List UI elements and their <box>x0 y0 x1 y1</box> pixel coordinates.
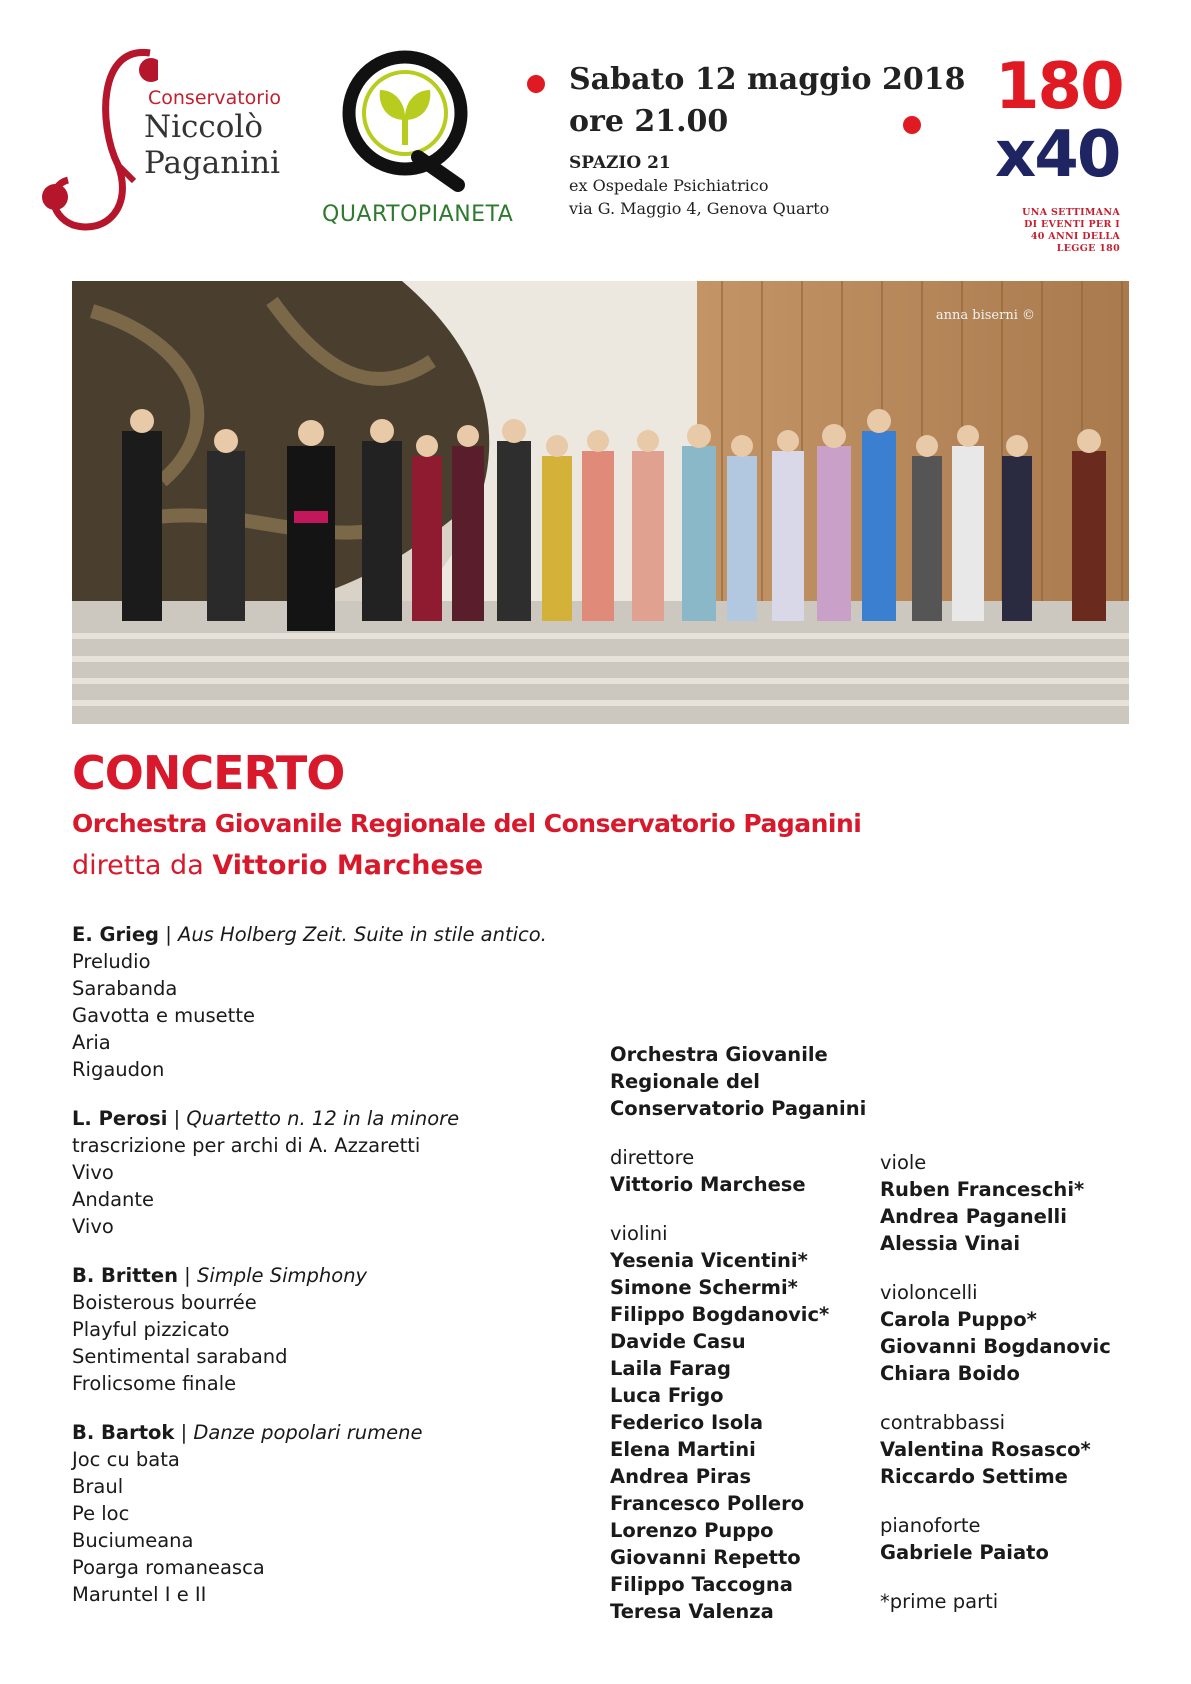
event-venue: SPAZIO 21 <box>569 153 671 173</box>
piece-composer: B. Britten <box>72 1264 178 1287</box>
event-venue-detail: ex Ospedale Psichiatrico <box>569 176 769 195</box>
orchestra-photo-illustration <box>72 281 1129 724</box>
musician-name: Gabriele Paiato <box>880 1541 1049 1564</box>
piece-heading: B. Bartok | Danze popolari rumene <box>72 1421 423 1444</box>
movement: Rigaudon <box>72 1058 165 1081</box>
musician-name: Giovanni Repetto <box>610 1546 801 1569</box>
concert-photo <box>72 281 1129 724</box>
piece-heading: E. Grieg | Aus Holberg Zeit. Suite in stile antico. <box>72 923 547 946</box>
musician-name: Giovanni Bogdanovic <box>880 1335 1111 1358</box>
musician-name: Andrea Paganelli <box>880 1205 1067 1228</box>
musician-name: Yesenia Vicentini* <box>610 1249 808 1272</box>
piece-composer: B. Bartok <box>72 1421 175 1444</box>
movement: Braul <box>72 1475 124 1498</box>
movement: Sarabanda <box>72 977 178 1000</box>
movement: Vivo <box>72 1161 114 1184</box>
piece-composer: E. Grieg <box>72 923 160 946</box>
conductor-name: Vittorio Marchese <box>212 850 484 881</box>
movement: Joc cu bata <box>72 1448 180 1471</box>
section-label-basses: contrabbassi <box>880 1411 1006 1434</box>
program-piece <box>72 921 592 1083</box>
program-piece <box>72 1419 592 1608</box>
ensemble-name: Conservatorio Paganini <box>610 1097 867 1120</box>
conductor-line <box>72 850 483 881</box>
page-title: CONCERTO <box>72 746 345 800</box>
conservatorio-logo <box>38 45 288 245</box>
movement: Aria <box>72 1031 111 1054</box>
musician-name: Filippo Bogdanovic* <box>610 1303 830 1326</box>
quartopianeta-label: QUARTOPIANETA <box>322 202 514 227</box>
piece-subtitle: trascrizione per archi di A. Azzaretti <box>72 1134 421 1157</box>
piece-heading: B. Britten | Simple Simphony <box>72 1264 368 1287</box>
legge180-logo-x40: x40 <box>995 118 1120 192</box>
legge180-tagline: UNA SETTIMANA DI EVENTI PER I 40 ANNI DELLA LEGGE 180 <box>1022 207 1120 254</box>
musician-name: Carola Puppo* <box>880 1308 1037 1331</box>
program-piece <box>72 1105 592 1240</box>
treble-clef-icon <box>38 45 158 245</box>
movement: Preludio <box>72 950 151 973</box>
piece-heading: L. Perosi | Quartetto n. 12 in la minore <box>72 1107 460 1130</box>
photo-credit: anna biserni © <box>935 308 1035 323</box>
musician-name: Laila Farag <box>610 1357 731 1380</box>
conductor-prefix: diretta da <box>72 850 204 881</box>
piece-work: Danze popolari rumene <box>193 1421 423 1444</box>
conservatorio-logo-line3: Paganini <box>144 145 281 181</box>
bullet-dot-icon <box>903 116 921 134</box>
ensemble-column-left <box>610 1041 870 1625</box>
movement: Andante <box>72 1188 155 1211</box>
musician-name: Filippo Taccogna <box>610 1573 793 1596</box>
event-date: Sabato 12 maggio 2018 <box>569 62 966 97</box>
piece-work: Aus Holberg Zeit. Suite in stile antico. <box>177 923 547 946</box>
movement: Maruntel I e II <box>72 1583 207 1606</box>
footnote: *prime parti <box>880 1590 999 1613</box>
musician-name: Francesco Pollero <box>610 1492 805 1515</box>
program-piece <box>72 1262 592 1397</box>
ensemble-column-right <box>880 1149 1130 1615</box>
musician-name: Simone Schermi* <box>610 1276 798 1299</box>
conservatorio-logo-line1: Conservatorio <box>148 87 282 109</box>
musician-name: Andrea Piras <box>610 1465 752 1488</box>
bullet-dot-icon <box>527 75 545 93</box>
movement: Poarga romaneasca <box>72 1556 265 1579</box>
piece-composer: L. Perosi <box>72 1107 168 1130</box>
musician-name: Riccardo Settime <box>880 1465 1068 1488</box>
event-address: via G. Maggio 4, Genova Quarto <box>569 199 830 218</box>
musician-name: Federico Isola <box>610 1411 764 1434</box>
program <box>72 921 592 1608</box>
movement: Gavotta e musette <box>72 1004 255 1027</box>
movement: Buciumeana <box>72 1529 194 1552</box>
ensemble-name: Regionale del <box>610 1070 760 1093</box>
section-label-violas: viole <box>880 1151 927 1174</box>
conservatorio-logo-line2: Niccolò <box>144 109 264 145</box>
musician-name: Chiara Boido <box>880 1362 1020 1385</box>
section-label-violins: violini <box>610 1222 668 1245</box>
musician-name: Valentina Rosasco* <box>880 1438 1091 1461</box>
ensemble-name: Orchestra Giovanile <box>610 1043 828 1066</box>
piece-work: Quartetto n. 12 in la minore <box>186 1107 460 1130</box>
section-label-conductor: direttore <box>610 1146 695 1169</box>
movement: Sentimental saraband <box>72 1345 288 1368</box>
section-label-piano: pianoforte <box>880 1514 981 1537</box>
movement: Pe loc <box>72 1502 130 1525</box>
sprout-q-icon <box>340 45 480 195</box>
legge180-logo-180: 180 <box>995 50 1123 124</box>
legge180-logo <box>990 50 1130 255</box>
musician-name: Teresa Valenza <box>610 1600 774 1623</box>
musician-name: Elena Martini <box>610 1438 756 1461</box>
musician-name: Davide Casu <box>610 1330 746 1353</box>
section-label-cellos: violoncelli <box>880 1281 978 1304</box>
musician-name: Alessia Vinai <box>880 1232 1021 1255</box>
piece-work: Simple Simphony <box>196 1264 368 1287</box>
musician-name: Lorenzo Puppo <box>610 1519 774 1542</box>
musician-name: Ruben Franceschi* <box>880 1178 1085 1201</box>
movement: Frolicsome finale <box>72 1372 237 1395</box>
event-time: ore 21.00 <box>569 104 729 139</box>
movement: Playful pizzicato <box>72 1318 230 1341</box>
musician-name: Luca Frigo <box>610 1384 724 1407</box>
movement: Vivo <box>72 1215 114 1238</box>
movement: Boisterous bourrée <box>72 1291 257 1314</box>
orchestra-title: Orchestra Giovanile Regionale del Conservatorio Paganini <box>72 809 862 838</box>
conductor-name: Vittorio Marchese <box>610 1173 806 1196</box>
